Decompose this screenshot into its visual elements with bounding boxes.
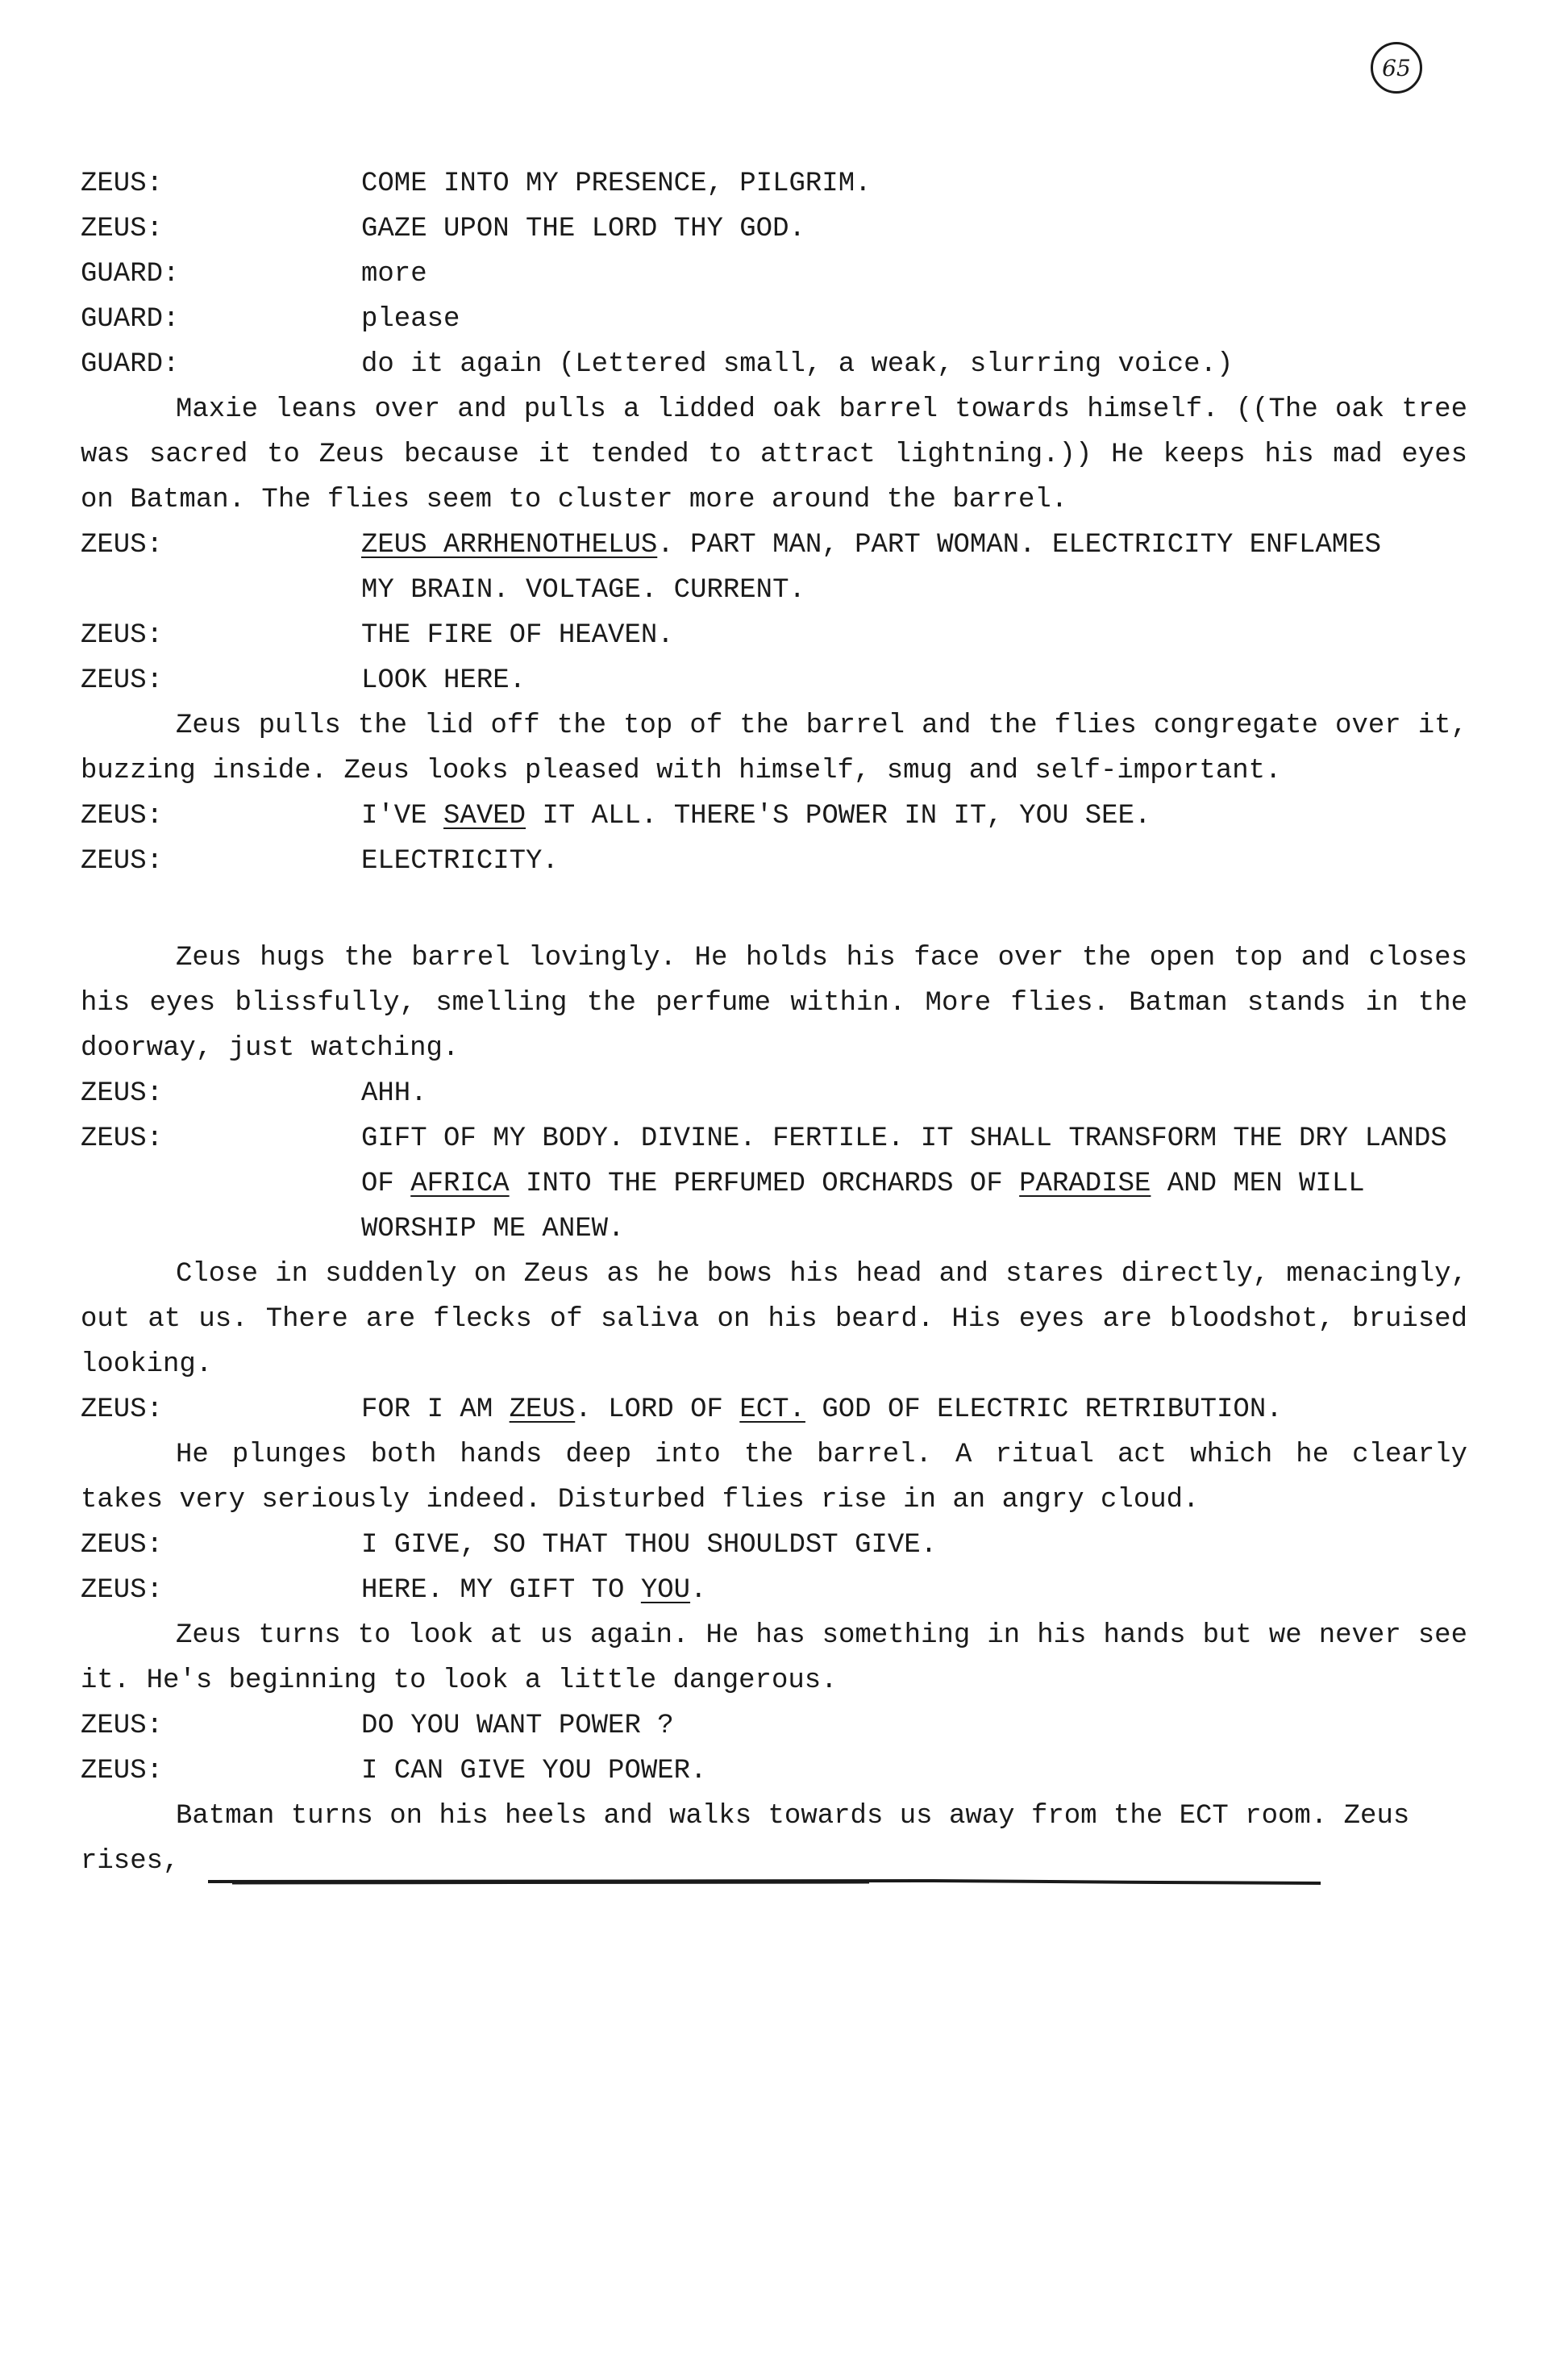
action-paragraph: Zeus turns to look at us again. He has something in his hands but we never see it. He's beginning to look a little dangerous. <box>81 1620 1467 1696</box>
dialogue-text: AHH. <box>361 1078 427 1109</box>
dialogue-text: THE FIRE OF HEAVEN. <box>361 620 674 651</box>
dialogue-text: do it again (Lettered small, a weak, slurring voice.) <box>361 349 1234 380</box>
dialogue-text: GIFT OF MY BODY. DIVINE. FERTILE. IT SHALL TRANSFORM THE DRY LANDS <box>361 1123 1447 1154</box>
speaker-name: ZEUS: <box>81 530 164 561</box>
speaker-name: ZEUS: <box>81 169 164 199</box>
underlined-text: ECT. <box>739 1394 805 1425</box>
dialogue-text-rest: AND MEN WILL <box>1151 1169 1365 1199</box>
dialogue-continuation <box>81 1207 1467 1252</box>
speaker-name: ZEUS: <box>81 801 164 832</box>
dialogue-text-pre: OF <box>361 1169 411 1199</box>
page-number <box>1371 42 1422 94</box>
dialogue-continuation <box>81 1161 1467 1207</box>
speaker-name: ZEUS: <box>81 1078 164 1109</box>
dialogue-line <box>81 1703 1467 1749</box>
dialogue-text: DO YOU WANT POWER ? <box>361 1711 674 1741</box>
dialogue-line <box>81 1568 1467 1613</box>
speaker-name: GUARD: <box>81 304 180 335</box>
dialogue-text <box>361 1568 706 1613</box>
dialogue-text: WORSHIP ME ANEW. <box>361 1214 625 1244</box>
dialogue-line <box>81 794 1467 839</box>
action-paragraph: Close in suddenly on Zeus as he bows his head and stares directly, menacingly, out at us. There are flecks of saliva on his beard. His eyes are bloodshot, bruised looking. <box>81 1259 1467 1380</box>
dialogue-continuation <box>81 568 1467 613</box>
dialogue-text <box>361 794 1151 839</box>
script-page <box>81 161 1467 1884</box>
dialogue-text: more <box>361 259 427 290</box>
dialogue-text-pre: I'VE <box>361 801 444 832</box>
speaker-name: ZEUS: <box>81 1756 164 1786</box>
dialogue-line <box>81 206 1467 252</box>
dialogue-text-pre: HERE. MY GIFT TO <box>361 1575 641 1606</box>
dialogue-text: please <box>361 304 460 335</box>
dialogue-text: I GIVE, SO THAT THOU SHOULDST GIVE. <box>361 1530 938 1561</box>
speaker-name: ZEUS: <box>81 1123 164 1154</box>
speaker-name: ZEUS: <box>81 1394 164 1425</box>
dialogue-line <box>81 252 1467 297</box>
speaker-name: GUARD: <box>81 259 180 290</box>
dialogue-line <box>81 1749 1467 1794</box>
action-paragraph: He plunges both hands deep into the barrel. A ritual act which he clearly takes very seriously indeed. Disturbed flies rise in an angry cloud. <box>81 1440 1467 1515</box>
dialogue-line <box>81 1387 1467 1432</box>
dialogue-text: I CAN GIVE YOU POWER. <box>361 1756 707 1786</box>
underlined-text: YOU <box>640 1575 691 1606</box>
dialogue-line <box>81 1071 1467 1116</box>
dialogue-line <box>81 161 1467 206</box>
action-paragraph: Maxie leans over and pulls a lidded oak barrel towards himself. ((The oak tree was sacred to Zeus because it tended to attract lightning.)) He keeps his mad eyes on Batman. The flies seem to cluster more around the barrel. <box>81 394 1467 515</box>
speaker-name: ZEUS: <box>81 846 164 877</box>
dialogue-text: MY BRAIN. VOLTAGE. CURRENT. <box>361 575 805 606</box>
speaker-name: ZEUS: <box>81 665 164 696</box>
speaker-name: ZEUS: <box>81 214 164 244</box>
dialogue-line <box>81 297 1467 342</box>
dialogue-text-rest: . PART MAN, PART WOMAN. ELECTRICITY ENFLAMES <box>657 530 1382 561</box>
blank-space <box>81 884 1467 936</box>
dialogue-text <box>361 523 1381 568</box>
dialogue-text: COME INTO MY PRESENCE, PILGRIM. <box>361 169 872 199</box>
action-paragraph: Batman turns on his heels and walks towards us away from the ECT room. Zeus rises, <box>81 1801 1410 1877</box>
page-number-text: 65 <box>1382 54 1411 81</box>
dialogue-text-rest: IT ALL. THERE'S POWER IN IT, YOU SEE. <box>526 801 1151 832</box>
dialogue-text: LOOK HERE. <box>361 665 526 696</box>
speaker-name: GUARD: <box>81 349 180 380</box>
dialogue-text-mid: INTO THE PERFUMED ORCHARDS OF <box>509 1169 1020 1199</box>
dialogue-line <box>81 613 1467 658</box>
dialogue-text-mid: . LORD OF <box>575 1394 740 1425</box>
dialogue-text <box>361 1387 1283 1432</box>
underlined-text: SAVED <box>443 801 526 832</box>
underlined-text: ZEUS <box>509 1394 576 1425</box>
dialogue-text-rest: GOD OF ELECTRIC RETRIBUTION. <box>805 1394 1283 1425</box>
underlined-text: AFRICA <box>410 1169 510 1199</box>
speaker-name: ZEUS: <box>81 1530 164 1561</box>
underlined-text: PARADISE <box>1019 1169 1151 1199</box>
dialogue-line <box>81 523 1467 568</box>
action-paragraph: Zeus pulls the lid off the top of the barrel and the flies congregate over it, buzzing inside. Zeus looks pleased with himself, smug and self-important. <box>81 711 1467 786</box>
dialogue-text-pre: FOR I AM <box>361 1394 510 1425</box>
dialogue-line <box>81 839 1467 884</box>
dialogue-line <box>81 342 1467 387</box>
dialogue-line <box>81 658 1467 703</box>
dialogue-line <box>81 1116 1467 1161</box>
page-end-rule <box>208 1878 1321 1887</box>
underlined-text: ZEUS ARRHENOTHELUS <box>361 530 658 561</box>
action-paragraph: Zeus hugs the barrel lovingly. He holds his face over the open top and closes his eyes blissfully, smelling the perfume within. More flies. Batman stands in the doorway, just watching. <box>81 943 1467 1064</box>
dialogue-text <box>361 1161 1365 1207</box>
speaker-name: ZEUS: <box>81 1711 164 1741</box>
dialogue-text: GAZE UPON THE LORD THY GOD. <box>361 214 805 244</box>
speaker-name: ZEUS: <box>81 620 164 651</box>
dialogue-text: ELECTRICITY. <box>361 846 559 877</box>
dialogue-line <box>81 1523 1467 1568</box>
speaker-name: ZEUS: <box>81 1575 164 1606</box>
dialogue-text-rest: . <box>690 1575 707 1606</box>
